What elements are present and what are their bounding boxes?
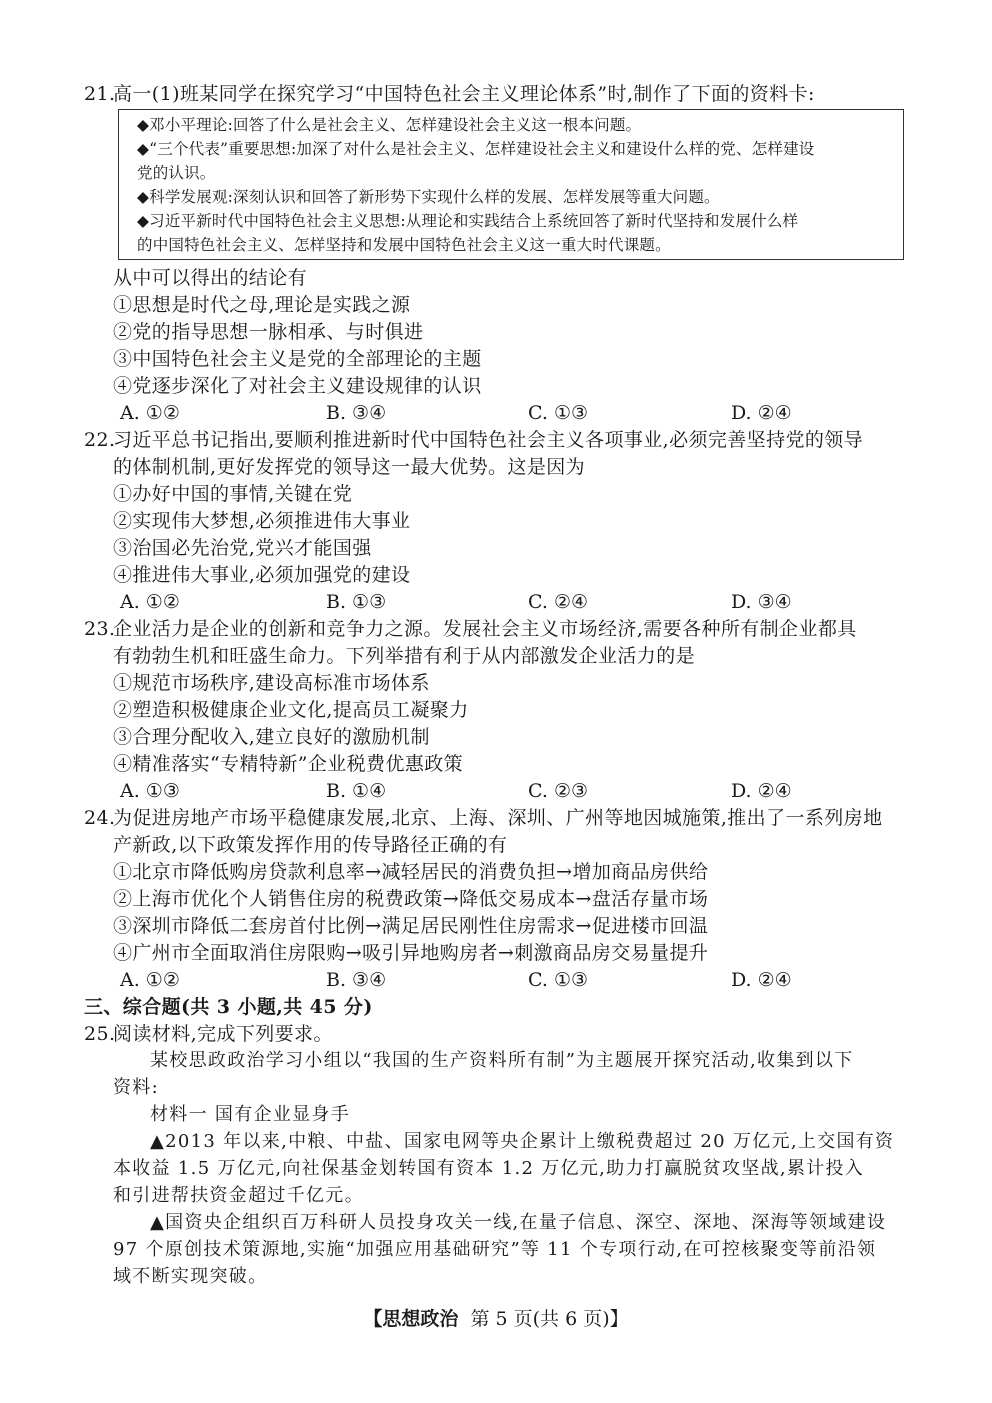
q24-option-c[interactable]: C. ①③ (528, 969, 589, 991)
q21-stem: 高一(1)班某同学在探究学习“中国特色社会主义理论体系”时,制作了下面的资料卡: (113, 83, 815, 105)
q22-option-d[interactable]: D. ③④ (731, 591, 792, 613)
q25-intro: 资料: (113, 1077, 159, 1098)
material-1-para: 97 个原创技术策源地,实施“加强应用基础研究”等 11 个专项行动,在可控核聚变等前沿领 (113, 1239, 877, 1260)
q22-item: ②实现伟大梦想,必须推进伟大事业 (113, 510, 411, 532)
q25-intro: 某校思政政治学习小组以“我国的生产资料所有制”为主题展开探究活动,收集到以下 (150, 1050, 854, 1071)
q23-item: ①规范市场秩序,建设高标准市场体系 (113, 672, 430, 694)
material-1-para: ▲国资央企组织百万科研人员投身攻关一线,在量子信息、深空、深地、深海等领域建设 (150, 1212, 887, 1233)
q21-option-d[interactable]: D. ②④ (731, 402, 792, 424)
q21-option-c[interactable]: C. ①③ (528, 402, 589, 424)
q21-option-b[interactable]: B. ③④ (326, 402, 387, 424)
footer-page: 第 5 页(共 6 页)】 (470, 1308, 629, 1330)
q22-item: ①办好中国的事情,关键在党 (113, 483, 353, 505)
card-line: 的中国特色社会主义、怎样坚持和发展中国特色社会主义这一重大时代课题。 (137, 236, 671, 254)
q24-option-d[interactable]: D. ②④ (731, 969, 792, 991)
material-1-para: 本收益 1.5 万亿元,向社保基金划转国有资本 1.2 万亿元,助力打赢脱贫攻坚战,累计投入 (113, 1158, 865, 1179)
q24-stem: 产新政,以下政策发挥作用的传导路径正确的有 (113, 834, 508, 856)
q23-option-d[interactable]: D. ②④ (731, 780, 792, 802)
card-line: ◆“三个代表”重要思想:加深了对什么是社会主义、怎样建设社会主义和建设什么样的党、怎样建设 (137, 140, 815, 158)
material-1-para: 域不断实现突破。 (113, 1266, 268, 1287)
card-line: 党的认识。 (137, 164, 216, 182)
q22-stem: 的体制机制,更好发挥党的领导这一最大优势。这是因为 (113, 456, 586, 478)
q23-stem: 有勃勃生机和旺盛生命力。下列举措有利于从内部激发企业活力的是 (113, 645, 696, 667)
q21-item: ②党的指导思想一脉相承、与时俱进 (113, 321, 424, 343)
q22-stem: 习近平总书记指出,要顺利推进新时代中国特色社会主义各项事业,必须完善坚持党的领导 (113, 429, 864, 451)
q21-item: ④党逐步深化了对社会主义建设规律的认识 (113, 375, 482, 397)
q25-number: 25. (84, 1023, 116, 1045)
q21-option-a[interactable]: A. ①② (120, 402, 180, 424)
q21-item: ①思想是时代之母,理论是实践之源 (113, 294, 411, 316)
q22-item: ③治国必先治党,党兴才能国强 (113, 537, 372, 559)
q22-item: ④推进伟大事业,必须加强党的建设 (113, 564, 411, 586)
card-line: ◆邓小平理论:回答了什么是社会主义、怎样建设社会主义这一根本问题。 (137, 116, 642, 134)
q23-stem: 企业活力是企业的创新和竞争力之源。发展社会主义市场经济,需要各种所有制企业都具 (113, 618, 857, 640)
q24-number: 24. (84, 807, 116, 829)
card-line: ◆习近平新时代中国特色社会主义思想:从理论和实践结合上系统回答了新时代坚持和发展什么样 (137, 212, 799, 230)
q24-item: ①北京市降低购房贷款利息率→减轻居民的消费负担→增加商品房供给 (113, 861, 709, 883)
q24-item: ②上海市优化个人销售住房的税费政策→降低交易成本→盘活存量市场 (113, 888, 709, 910)
q23-item: ②塑造积极健康企业文化,提高员工凝聚力 (113, 699, 469, 721)
q23-item: ④精准落实“专精特新”企业税费优惠政策 (113, 753, 464, 775)
q23-item: ③合理分配收入,建立良好的激励机制 (113, 726, 430, 748)
q23-number: 23. (84, 618, 116, 640)
page-footer (0, 1306, 992, 1332)
q24-option-a[interactable]: A. ①② (120, 969, 180, 991)
material-1-para: 和引进帮扶资金超过千亿元。 (113, 1185, 364, 1206)
q22-number: 22. (84, 429, 116, 451)
q21-item: ③中国特色社会主义是党的全部理论的主题 (113, 348, 482, 370)
q22-option-c[interactable]: C. ②④ (528, 591, 589, 613)
q21-number: 21. (84, 83, 116, 105)
footer-subject: 【思想政治 (363, 1308, 459, 1330)
section-3-title: 三、综合题(共 3 小题,共 45 分) (84, 996, 373, 1018)
q22-option-a[interactable]: A. ①② (120, 591, 180, 613)
q21-lead: 从中可以得出的结论有 (113, 267, 308, 289)
q24-option-b[interactable]: B. ③④ (326, 969, 387, 991)
q25-stem: 阅读材料,完成下列要求。 (113, 1023, 333, 1045)
q23-option-a[interactable]: A. ①③ (120, 780, 180, 802)
material-1-para: ▲2013 年以来,中粮、中盐、国家电网等央企累计上缴税费超过 20 万亿元,上交国有资 (150, 1131, 895, 1152)
q23-option-c[interactable]: C. ②③ (528, 780, 589, 802)
q24-item: ③深圳市降低二套房首付比例→满足居民刚性住房需求→促进楼市回温 (113, 915, 709, 937)
q23-option-b[interactable]: B. ①④ (326, 780, 387, 802)
q22-option-b[interactable]: B. ①③ (326, 591, 387, 613)
q21-info-card (118, 109, 904, 260)
card-line: ◆科学发展观:深刻认识和回答了新形势下实现什么样的发展、怎样发展等重大问题。 (137, 188, 720, 206)
q24-item: ④广州市全面取消住房限购→吸引异地购房者→刺激商品房交易量提升 (113, 942, 709, 964)
q24-stem: 为促进房地产市场平稳健康发展,北京、上海、深圳、广州等地因城施策,推出了一系列房地 (113, 807, 883, 829)
material-1-title: 材料一 国有企业显身手 (150, 1104, 351, 1125)
